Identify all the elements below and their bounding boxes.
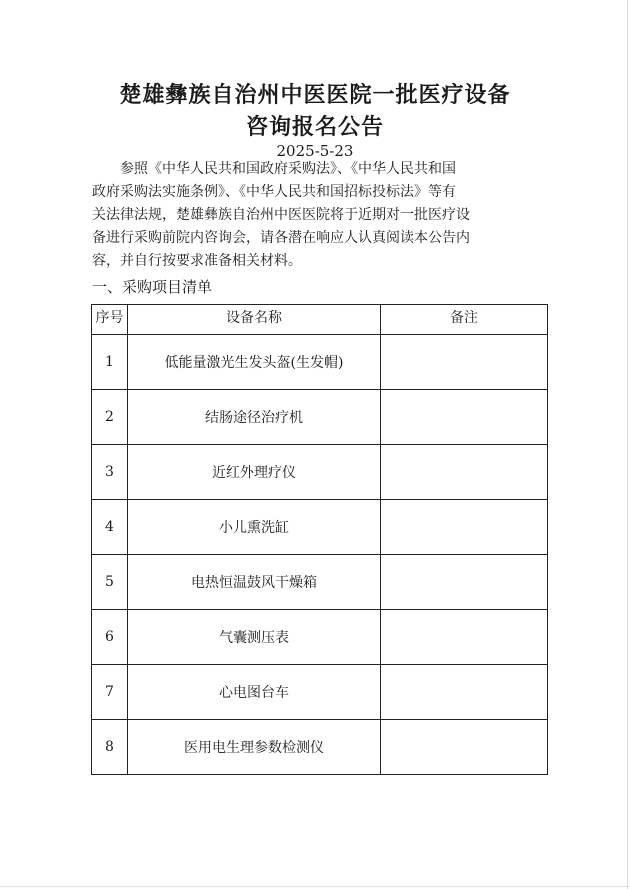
table-row [92,445,548,500]
cell-no: 2 [92,390,128,445]
table-row [92,720,548,775]
table-row [92,500,548,555]
intro-paragraph [92,158,545,273]
header-no: 序号 [92,305,128,335]
document-title-line-2: 咨询报名公告 [245,114,384,140]
table-row [92,610,548,665]
cell-no: 4 [92,500,128,555]
table-row [92,555,548,610]
cell-remark [381,445,548,500]
cell-remark [381,720,548,775]
cell-no: 5 [92,555,128,610]
section-heading-procurement-list: 一、采购项目清单 [92,278,213,296]
cell-remark [381,500,548,555]
procurement-items-table [91,304,548,775]
cell-equipment-name: 低能量激光生发头盔(生发帽) [128,335,381,390]
cell-remark [381,555,548,610]
intro-line: 关法律法规，楚雄彝族自治州中医医院将于近期对一批医疗设 [92,207,470,223]
intro-line: 政府采购法实施条例》、《中华人民共和国招标投标法》等有 [92,184,456,200]
intro-line: 容，并自行按要求准备相关材料。 [92,253,302,269]
cell-equipment-name: 医用电生理参数检测仪 [128,720,381,775]
page-edge-bottom [0,886,630,887]
header-equipment-name: 设备名称 [128,305,381,335]
table-row [92,390,548,445]
cell-remark [381,390,548,445]
intro-line: 参照《中华人民共和国政府采购法》、《中华人民共和国 [120,161,456,177]
cell-no: 6 [92,610,128,665]
cell-equipment-name: 心电图台车 [128,665,381,720]
cell-equipment-name: 近红外理疗仪 [128,445,381,500]
cell-equipment-name: 小儿熏洗缸 [128,500,381,555]
cell-equipment-name: 气囊测压表 [128,610,381,665]
cell-remark [381,665,548,720]
header-remark: 备注 [381,305,548,335]
cell-equipment-name: 结肠途径治疗机 [128,390,381,445]
table-row [92,335,548,390]
intro-line: 备进行采购前院内咨询会，请各潜在响应人认真阅读本公告内 [92,230,470,246]
announcement-date: 2025-5-23 [276,142,354,160]
table-row [92,665,548,720]
cell-no: 1 [92,335,128,390]
cell-remark [381,610,548,665]
document-title-line-1: 楚雄彝族自治州中医医院一批医疗设备 [119,82,511,108]
cell-equipment-name: 电热恒温鼓风干燥箱 [128,555,381,610]
cell-remark [381,335,548,390]
cell-no: 3 [92,445,128,500]
table-header-row [92,305,548,335]
cell-no: 8 [92,720,128,775]
cell-no: 7 [92,665,128,720]
